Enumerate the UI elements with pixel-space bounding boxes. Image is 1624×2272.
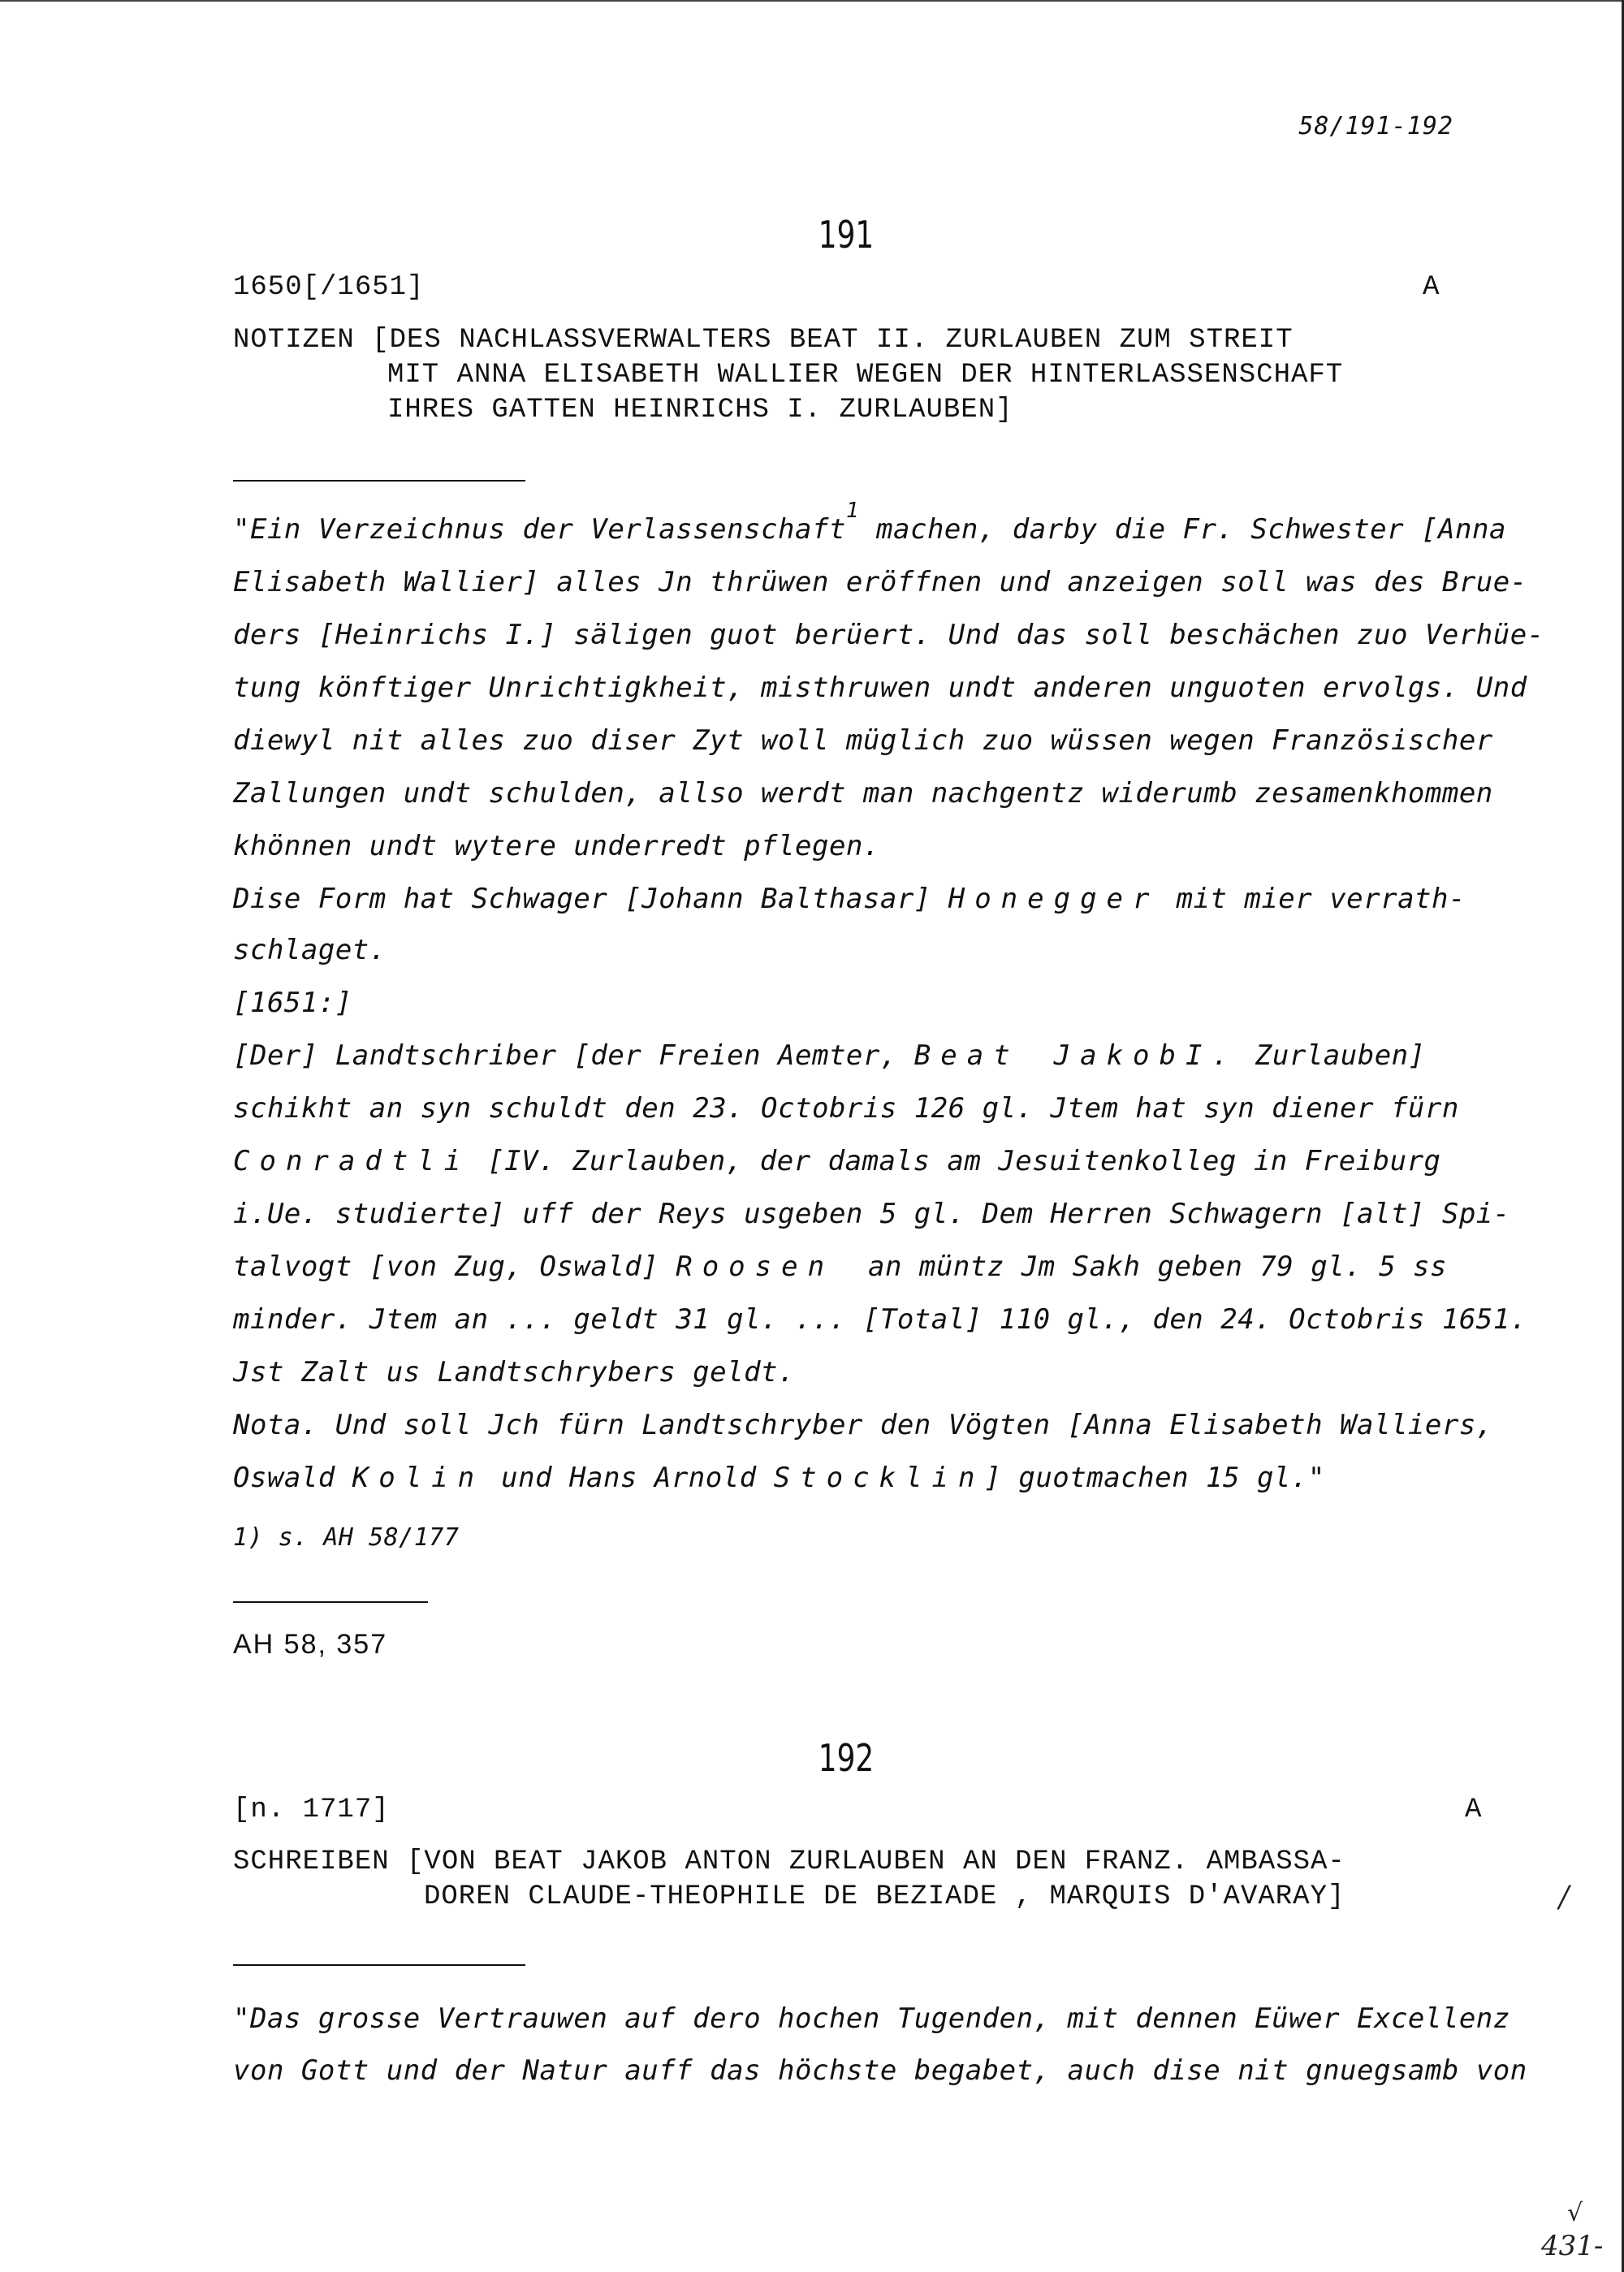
document-title-line-1: SCHREIBEN [VON BEAT JAKOB ANTON ZURLAUBEN AN DEN FRANZ. AMBASSA- bbox=[233, 1847, 1345, 1877]
separator-rule bbox=[233, 480, 525, 482]
document-date-192: [n. 1717] bbox=[233, 1795, 390, 1825]
transcription-line: von Gott und der Natur auff das höchste begabet, auch dise nit gnuegsamb von bbox=[233, 2054, 1527, 2087]
document-title-line-2: MIT ANNA ELISABETH WALLIER WEGEN DER HINTERLASSENSCHAFT bbox=[387, 360, 1344, 391]
handwritten-page-number: 431- bbox=[1541, 2230, 1604, 2262]
document-title-line-1: NOTIZEN [DES NACHLASSVERWALTERS BEAT II. ZURLAUBEN ZUM STREIT bbox=[233, 325, 1294, 356]
transcription-line: diewyl nit alles zuo diser Zyt woll müglich zuo wüssen wegen Französischer bbox=[233, 724, 1493, 757]
transcription-line: Jst Zalt us Landtschrybers geldt. bbox=[233, 1356, 796, 1389]
transcription-line: schlaget. bbox=[233, 934, 387, 966]
transcription-line: ders [Heinrichs I.] säligen guot berüert. Und das soll beschächen zuo Verhüe- bbox=[233, 619, 1544, 651]
document-number-191: 191 bbox=[818, 213, 875, 257]
document-title-line-2: DOREN CLAUDE-THEOPHILE DE BEZIADE , MARQUIS D'AVARAY] bbox=[424, 1881, 1345, 1912]
transcription-line: "Das grosse Vertrauwen auf dero hochen Tugenden, mit dennen Eüwer Excellenz bbox=[233, 2002, 1510, 2035]
transcription-line: tung könftiger Unrichtigkheit, misthruwen undt anderen unguoten ervolgs. Und bbox=[233, 672, 1527, 704]
transcription-line: khönnen undt wytere underredt pflegen. bbox=[233, 830, 880, 862]
transcription-line: talvogt [von Zug, Oswald] Roosen an müntz Jm Sakh geben 79 gl. 5 ss bbox=[233, 1250, 1447, 1283]
transcription-line: "Ein Verzeichnus der Verlassenschaft$^1$ machen, darby die Fr. Schwester [Anna bbox=[233, 499, 1506, 546]
document-category-192: A bbox=[1465, 1795, 1483, 1825]
margin-slash-mark: / bbox=[1559, 1881, 1570, 1914]
transcription-line: Conradtli [IV. Zurlauben, der damals am Jesuitenkolleg in Freiburg bbox=[233, 1145, 1441, 1177]
transcription-line: Nota. Und soll Jch fürn Landtschryber den Vögten [Anna Elisabeth Walliers, bbox=[233, 1409, 1493, 1441]
transcription-line: Zallungen undt schulden, allso werdt man nachgentz widerumb zesamenkhommen bbox=[233, 777, 1493, 810]
spaced-name-honegger: Honegger bbox=[948, 883, 1160, 915]
spaced-name-jakob: JakobI. bbox=[1053, 1039, 1238, 1072]
document-title-line-3: IHRES GATTEN HEINRICHS I. ZURLAUBEN] bbox=[387, 395, 1013, 425]
transcription-line: i.Ue. studierte] uff der Reys usgeben 5 gl. Dem Herren Schwagern [alt] Spi- bbox=[233, 1198, 1510, 1230]
page-reference: 58/191-192 bbox=[1298, 112, 1453, 140]
spaced-name-roosen: Roosen bbox=[676, 1250, 835, 1283]
document-date-191: 1650[/1651] bbox=[233, 272, 425, 303]
transcription-line: Dise Form hat Schwager [Johann Balthasar] Honegger mit mier verrath- bbox=[233, 883, 1466, 915]
transcription-line: Elisabeth Wallier] alles Jn thrüwen eröffnen und anzeigen soll was des Brue- bbox=[233, 566, 1527, 598]
transcription-line: schikht an syn schuldt den 23. Octobris 126 gl. Jtem hat syn diener fürn bbox=[233, 1092, 1459, 1125]
transcription-line: [Der] Landtschriber [der Freien Aemter, Beat JakobI. Zurlauben] bbox=[233, 1039, 1426, 1072]
document-category-191: A bbox=[1423, 272, 1440, 303]
scan-edge-top bbox=[0, 0, 1624, 2]
transcription-line: minder. Jtem an ... geldt 31 gl. ... [Total] 110 gl., den 24. Octobris 1651. bbox=[233, 1303, 1527, 1336]
spaced-name-stocklin: Stocklin bbox=[773, 1462, 985, 1494]
check-mark: √ bbox=[1567, 2199, 1583, 2227]
separator-rule bbox=[233, 1601, 428, 1603]
source-reference: AH 58, 357 bbox=[233, 1629, 388, 1660]
transcription-line: [1651:] bbox=[233, 987, 352, 1019]
spaced-name-conradtli: Conradtli bbox=[233, 1145, 471, 1177]
spaced-name-beat: Beat bbox=[914, 1039, 1020, 1072]
footnote: 1) s. AH 58/177 bbox=[233, 1523, 460, 1552]
document-number-192: 192 bbox=[818, 1736, 875, 1780]
footnote-marker: 1 bbox=[845, 499, 860, 523]
transcription-line: Oswald Kolin und Hans Arnold Stocklin] guotmachen 15 gl." bbox=[233, 1462, 1325, 1494]
spaced-name-kolin: Kolin bbox=[352, 1462, 485, 1494]
separator-rule bbox=[233, 1964, 525, 1966]
